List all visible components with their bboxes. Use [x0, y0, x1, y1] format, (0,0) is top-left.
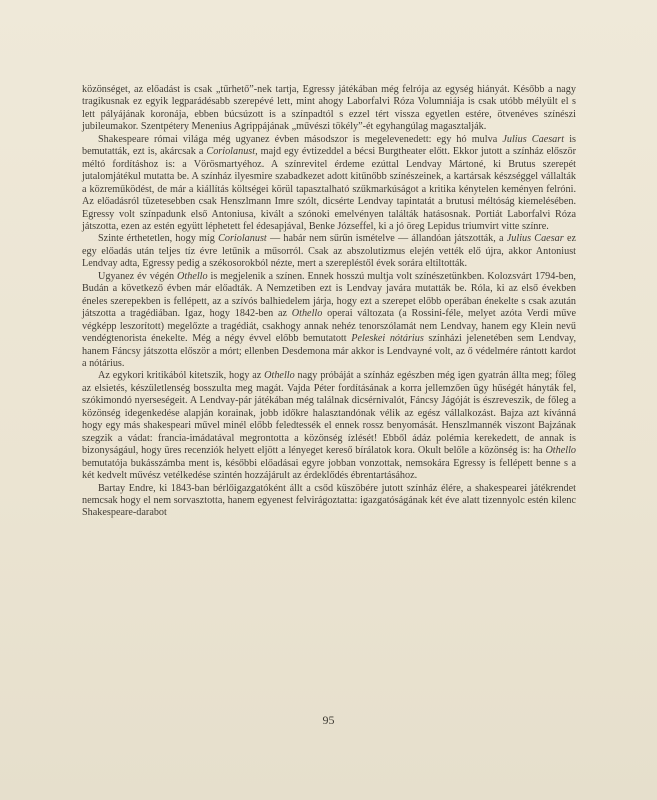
text-run: színházi jelenetében sem Lendvay, hanem Fáncsy játszotta először a mórt; ellenben Desdemona már akkor is Lendvayné volt, az ő védelmére rántott kardot a nótárius. — [82, 333, 576, 369]
italic-title: Othello — [545, 445, 576, 457]
text-run: ez egy előadás után teljes tíz évre letűnik a műsorról. Csak az abszolutizmus elején vették elő újra, akkor Antoniust Lendvay adta, Egressy pedig a székosorokból nézte, mert a szerepléstől évek sorára eltiltották. — [82, 233, 576, 270]
italic-title: Othello — [291, 308, 323, 320]
text-run: Ugyanez év végén — [98, 270, 178, 282]
text-run: közönséget, az előadást is csak „tűrhető”-nek tartja, Egressy játékában még felrója az egység hiányát. Később a nagy tragikusnak ez egyik legparádésabb szerepévé lett, mint ahogy Laborfalvi Róza Volumniája is csak utóbb mélyült el s lett pályájának koronája, ebben búcsúzott is a színpadtól s ezzel tért vissza egyetlen estére, ötvenéves színészi jubileumakor. Szentpétery Menenius Agrippájának „művészi tökély”-ét egyhangúlag magasztalják. — [82, 84, 576, 133]
paragraph — [82, 271, 576, 371]
page-number: 95 — [322, 713, 335, 727]
paragraph — [82, 483, 576, 520]
italic-title: Peleskei nótárius — [351, 333, 424, 345]
text-run: operai változata (a Rossini-féle, melyet azóta Verdi műve végképp leszorított) megelőzte a tragédiát, csakhogy annak nehéz tenorszólamát nem Lendvay, hanem egy Klein nevű vendégtenorista énekelte. Még a négy évvel előbb bemutatott — [82, 308, 576, 345]
text-run: — habár nem sűrűn ismételve — állandóan játszották, a — [266, 233, 507, 245]
italic-title: Othello — [264, 370, 295, 382]
text-run: is bemutatták, ezt is, akárcsak a — [82, 133, 576, 158]
text-run: , majd egy évtizeddel a bécsi Burgtheater előtt. Ekkor jutott a színház először méltó fordításhoz is: a Vörösmartyéhoz. A színrevitel érdeme ezúttal Lendvay Mártoné, ki Brutus szerepét jutalomjátékul mutatta be. A színház ilyesmire szabadkezet adott kitűnőbb színészeinek, a kartársak készséggel vállalták a közreműködést, de már a kiállítás költségei körül tapasztalható szűkmarkúságot a kritika kénytelen keményen felróni. Az előadásról tüzetesebben csak Henszlmann Imre szólt, dicsérte Lendvay tapintatát a brutusi méltóság kiemelésében. Egressy volt színpadunk első Antoniusa, kivált a szónoki emelvényen találták hatásosnak. Portiát Laborfalvi Róza játszotta, ezen az estén együtt léphetett fel édesapjával, Benke Józseffel, ki a jó öreg Lepidus triumvirt vitte színre. — [82, 146, 577, 232]
paragraph — [82, 370, 576, 482]
text-run: nagy próbáját a színház egészben még igen gyatrán állta meg; főleg az elsietés, készületlenség bosszulta meg magát. Vajda Péter fordításának a korra jellemzően ügy hűségét hányták fel, szókimondó nyerseségeit. A Lendvay-pár játékában még találnak dicsérnivalót, Fáncsy Jágóját is észreveszik, de főleg a közönség idegenkedése alapján korainak, jobb időkre halasztandónak vélik az egész vállalkozást. Bajza azt kívánná hogy egy más shakespeari művel minél előbb feledtessék el ennek rossz benyomását. Henszlmannék viszont Bajzának szegzik a vádat: francia-imádatával megrontotta a közönség ízlését! Ebből ádáz polémia kerekedett, de annak is bizonyságául, hogy üres recenziók helyett eljött a lényeget kereső bírálatok kora. Okult belőle a közönség is: ha — [82, 370, 577, 457]
italic-title: Othello — [177, 270, 208, 282]
paragraph — [82, 134, 576, 234]
body-text — [82, 84, 576, 520]
italic-title: Julius Caesar — [506, 233, 564, 245]
paragraph — [82, 233, 576, 270]
text-run: Az egykori kritikából kitetszik, hogy az — [98, 370, 265, 382]
text-run: Szinte érthetetlen, hogy míg — [98, 233, 219, 245]
text-run: is megjelenik a színen. Ennek hosszú multja volt színészetünkben. Kolozsvárt 1794-ben, Budán a következő évben már előadták. A Nemzetiben ezt is Lendvay javára mutatták be. Róla, ki az első években éneles szerepekben is fellépett, az a szívós balhiedelem járja, hogy ezt a szerepet előbb operában énekelte s csak azután játszotta a tragédiában. Igaz, hogy 1842-ben az — [82, 270, 576, 320]
italic-title: Coriolanust — [218, 233, 267, 245]
text-run: Bartay Endre, ki 1843-ban bérlőigazgatóként állt a csőd küszöbére jutott színház élére, a shakespearei játékrendet nemcsak hogy el nem sorvasztotta, hanem egyenest felvirágoztatta: igazgatóságának két éve alatt tizennyolc estén kilenc Shakespeare-darabot — [82, 482, 576, 519]
text-run: Shakespeare római világa még ugyanez évben másodszor is megelevenedett: egy hó mulva — [98, 133, 503, 145]
paragraph — [82, 84, 576, 134]
italic-title: Julius Caesart — [502, 133, 565, 145]
italic-title: Coriolanust — [206, 146, 256, 158]
text-run: bemutatója bukásszámba ment is, későbbi előadásai egyre jobban vonzottak, nemsokára Egressy is fellépett benne s a két kedvelt művész vetélkedése szintén hozzájárult az érdeklődés ébrentartásához. — [82, 457, 576, 482]
